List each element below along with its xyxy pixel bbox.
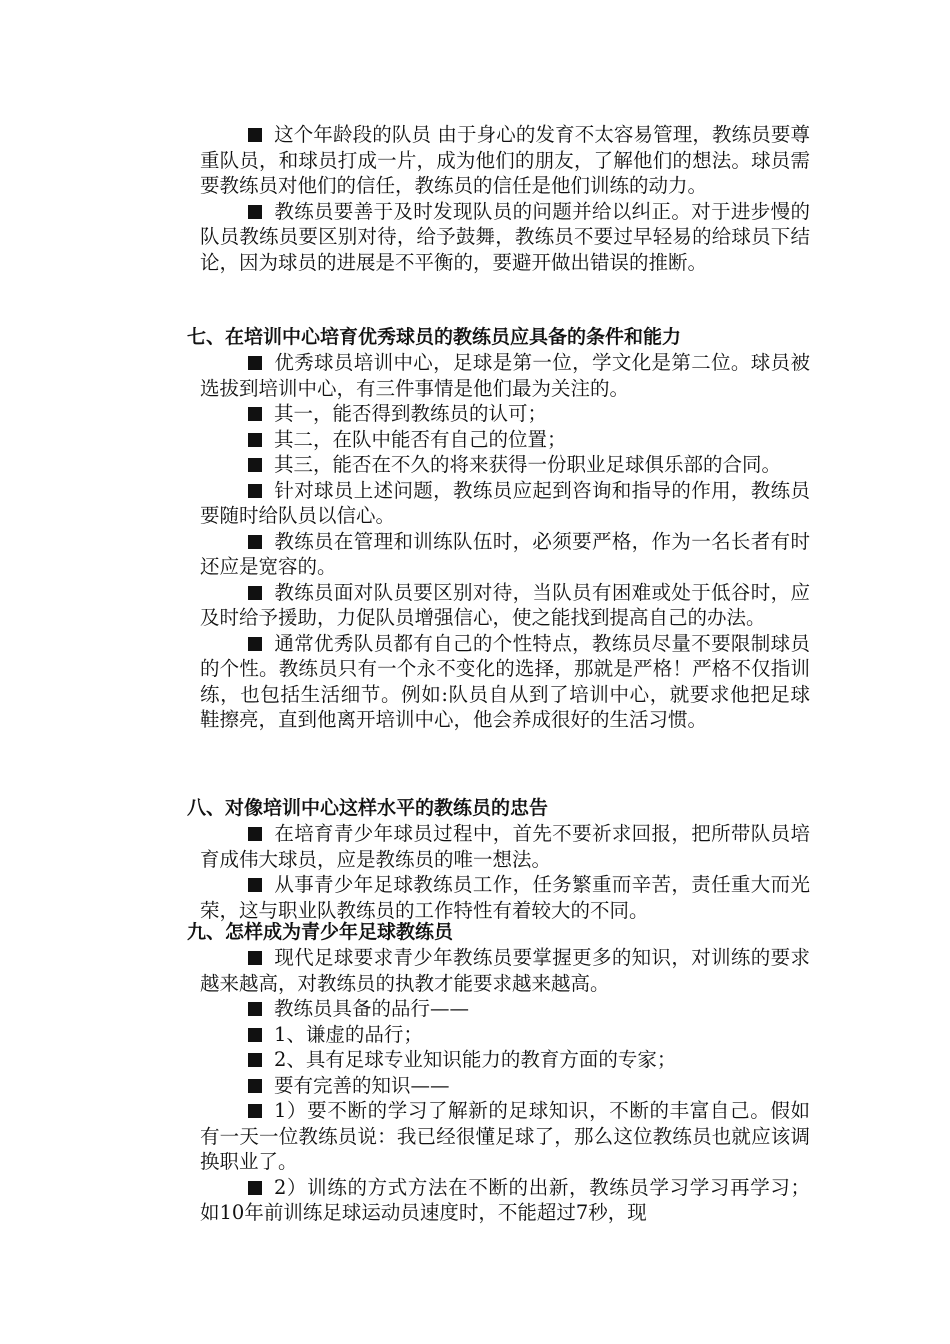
square-bullet-icon: [248, 128, 262, 142]
paragraph: 在培育青少年球员过程中，首先不要祈求回报，把所带队员培育成伟大球员，应是教练员的唯一想法。: [200, 822, 810, 871]
paragraph: 这个年龄段的队员 由于身心的发育不太容易管理，教练员要尊重队员，和球员打成一片，成为他们的朋友，了解他们的想法。球员需要教练员对他们的信任，教练员的信任是他们训练的动力。: [200, 123, 810, 197]
paragraph: 2）训练的方式方法在不断的出新，教练员学习学习再学习；如10年前训练足球运动员速度时，不能超过7秒，现: [200, 1175, 810, 1224]
square-bullet-icon: [248, 1028, 262, 1042]
paragraph: 从事青少年足球教练员工作，任务繁重而辛苦，责任重大而光荣，这与职业队教练员的工作特性有着较大的不同。: [200, 873, 810, 922]
section-heading-9: 九、怎样成为青少年足球教练员: [187, 921, 454, 943]
square-bullet-icon: [248, 1079, 262, 1093]
square-bullet-icon: [248, 1104, 262, 1118]
section-8-paragraphs: [200, 821, 810, 923]
paragraph: 其一，能否得到教练员的认可；: [200, 401, 810, 427]
section-6-paragraphs: [200, 122, 810, 275]
square-bullet-icon: [248, 586, 262, 600]
square-bullet-icon: [248, 1181, 262, 1195]
square-bullet-icon: [248, 637, 262, 651]
paragraph: 2、具有足球专业知识能力的教育方面的专家；: [200, 1047, 810, 1073]
paragraph: 教练员要善于及时发现队员的问题并给以纠正。对于进步慢的队员教练员要区别对待，给予鼓舞，教练员不要过早轻易的给球员下结论，因为球员的进展是不平衡的，要避开做出错误的推断。: [200, 199, 810, 274]
section-7-paragraphs: [200, 350, 810, 733]
paragraph: 要有完善的知识——: [200, 1073, 810, 1099]
paragraph: 教练员具备的品行——: [200, 996, 810, 1022]
paragraph: 针对球员上述问题，教练员应起到咨询和指导的作用，教练员要随时给队员以信心。: [200, 478, 810, 527]
paragraph: 现代足球要求青少年教练员要掌握更多的知识，对训练的要求越来越高，对教练员的执教才能要求越来越高。: [200, 946, 810, 995]
square-bullet-icon: [248, 827, 262, 841]
square-bullet-icon: [248, 484, 262, 498]
square-bullet-icon: [248, 433, 262, 447]
paragraph: 1）要不断的学习了解新的足球知识，不断的丰富自己。假如有一天一位教练员说：我已经很懂足球了，那么这位教练员也就应该调换职业了。: [200, 1099, 810, 1173]
square-bullet-icon: [248, 458, 262, 472]
square-bullet-icon: [248, 878, 262, 892]
paragraph: 通常优秀队员都有自己的个性特点，教练员尽量不要限制球员的个性。教练员只有一个永不变化的选择，那就是严格！严格不仅指训练，也包括生活细节。例如:队员自从到了培训中心，就要求他把足球鞋擦亮，直到他离开培训中心，他会养成很好的生活习惯。: [200, 631, 810, 731]
square-bullet-icon: [248, 407, 262, 421]
square-bullet-icon: [248, 951, 262, 965]
square-bullet-icon: [248, 535, 262, 549]
square-bullet-icon: [248, 1002, 262, 1016]
paragraph: 优秀球员培训中心，足球是第一位，学文化是第二位。球员被选拔到培训中心，有三件事情是他们最为关注的。: [200, 351, 810, 400]
section-heading-8: 八、对像培训中心这样水平的教练员的忠告: [187, 797, 549, 819]
square-bullet-icon: [248, 356, 262, 370]
section-9-paragraphs: [200, 945, 810, 1226]
paragraph: 教练员面对队员要区别对待，当队员有困难或处于低谷时，应及时给予援助，力促队员增强信心，使之能找到提高自己的办法。: [200, 580, 810, 629]
square-bullet-icon: [248, 1053, 262, 1067]
square-bullet-icon: [248, 205, 262, 219]
section-heading-7: 七、在培训中心培育优秀球员的教练员应具备的条件和能力: [187, 326, 682, 348]
paragraph: 1、谦虚的品行；: [200, 1022, 810, 1048]
paragraph: 教练员在管理和训练队伍时，必须要严格，作为一名长者有时还应是宽容的。: [200, 529, 810, 578]
paragraph: 其二，在队中能否有自己的位置；: [200, 427, 810, 453]
paragraph: 其三，能否在不久的将来获得一份职业足球俱乐部的合同。: [200, 452, 810, 478]
